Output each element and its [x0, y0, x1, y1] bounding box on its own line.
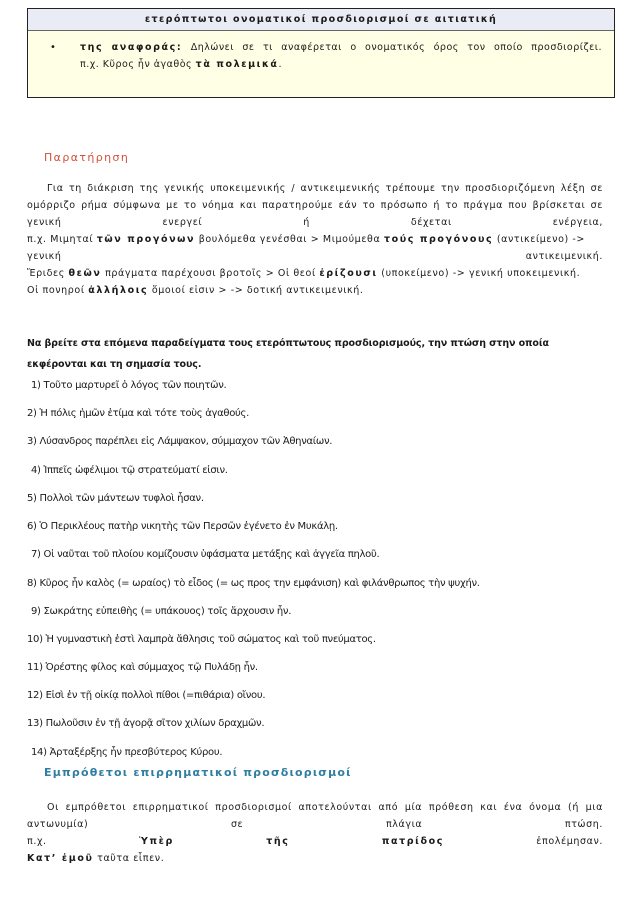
- exercise-item: 6) Ὁ Περικλέους πατὴρ νικητὴς τῶν Περσῶν ἐγένετο ἐν Μυκάλῃ.: [27, 521, 338, 532]
- box-title: ετερόπτωτοι ονοματικοί προσδιορισμοί σε αιτιατική: [28, 9, 614, 31]
- exercise-item: 4) Ἱππεῖς ὠφέλιμοι τῷ στρατεύματί εἰσιν.: [31, 465, 228, 476]
- box-word: της: [80, 42, 104, 53]
- exercise-item: 12) Εἰσὶ ἐν τῇ οἰκίᾳ πολλοὶ πίθοι (=πιθάρια) οἴνου.: [27, 690, 266, 701]
- exercise-item: 7) Οἱ ναῦται τοῦ πλοίου κομίζουσιν ὑφάσματα μετάξης καὶ ἀγγεῖα πηλοῦ.: [31, 549, 380, 560]
- note-line-2: ομόρριζο ρήμα σύμφωνα με το νόημα και παρατηρούμε εάν το πρόσωπο ή το πράγμα που βρίσκεται σε: [27, 200, 603, 211]
- note-text: πράγματα παρέχουσι βροτοῖς > Οἱ θεοί: [101, 268, 320, 279]
- adverbial-bold: πατρίδος: [381, 836, 444, 847]
- box-word: σε: [242, 42, 255, 53]
- note-text: Ἔριδες: [27, 268, 69, 279]
- adverbial-word: π.χ.: [27, 836, 47, 847]
- exercise-item: 3) Λύσανδρος παρέπλει εἰς Λάμψακον, σύμμαχον τῶν Ἀθηναίων.: [27, 436, 333, 447]
- adverbial-section-title: Εμπρόθετοι επιρρηματικοί προσδιορισμοί: [44, 766, 352, 779]
- adverbial-paragraph: [27, 799, 603, 867]
- note-text: π.χ. Μιμηταί: [27, 234, 97, 245]
- note-word: δέχεται: [410, 217, 452, 228]
- note-line-7: [27, 282, 603, 299]
- box-word: ο: [350, 42, 357, 53]
- note-line-6: [27, 265, 603, 282]
- adverbial-word: πλάγια: [385, 819, 423, 830]
- exercise-item: 5) Πολλοὶ τῶν μάντεων τυφλοὶ ἦσαν.: [27, 493, 204, 504]
- bullet-icon: •: [50, 42, 57, 53]
- note-title: Παρατήρηση: [44, 151, 130, 164]
- definition-box: [27, 8, 615, 98]
- box-word: αναφέρεται: [281, 42, 342, 53]
- exercise-item: 8) Κῦρος ἦν καλὸς (= ωραίος) τὸ εἶδος (= ως προς την εμφάνιση) καὶ φιλάνθρωπος τὴν ψυχήν.: [27, 578, 480, 589]
- exercise-item: 2) Ἡ πόλις ἡμῶν ἐτίμα καὶ τότε τοὺς ἀγαθούς.: [27, 408, 249, 419]
- exercise-item: 14) Ἀρταξέρξης ἦν πρεσβύτερος Κύρου.: [31, 747, 223, 758]
- note-bold: τῶν προγόνων: [96, 234, 196, 245]
- box-word: Δηλώνει: [190, 42, 234, 53]
- adverbial-line-2: [27, 816, 603, 833]
- note-text: βουλόμεθα γενέσθαι > Μιμούμεθα: [195, 234, 384, 245]
- adverbial-text: ταῦτα εἶπεν.: [93, 853, 165, 864]
- note-line-5: [27, 248, 603, 265]
- note-word: αντικειμενική.: [525, 251, 603, 262]
- note-paragraph: [27, 180, 603, 299]
- note-bold: θεῶν: [68, 268, 102, 279]
- adverbial-line-4: [27, 850, 603, 867]
- adverbial-line-3: [27, 833, 603, 850]
- exercise-item: 10) Ἡ γυμναστικὴ ἐστὶ λαμπρὰ ἄθλησις τοῦ σώματος καὶ τοῦ πνεύματος.: [27, 634, 376, 645]
- box-word: αναφοράς:: [111, 42, 183, 53]
- note-bold: ἐρίζουσι: [319, 268, 378, 279]
- box-word: τον: [467, 42, 486, 53]
- example-text: π.χ. Κῦρος ἦν ἀγαθὸς: [80, 59, 196, 70]
- exercise-item: 11) Ὀρέστης φίλος καὶ σύμμαχος τῷ Πυλάδῃ ἦν.: [27, 662, 258, 673]
- adverbial-word: σε: [230, 819, 244, 830]
- exercise-item: 1) Τοῦτο μαρτυρεῖ ὁ λόγος τῶν ποιητῶν.: [31, 380, 227, 391]
- note-word: γενική: [27, 217, 62, 228]
- note-word: ή: [303, 217, 310, 228]
- exercise-instruction: Να βρείτε στα επόμενα παραδείγματα τους ετερόπτωτους προσδιορισμούς, την πτώση στην οποία εκφέρονται και τη σημασία τους.: [27, 338, 549, 370]
- adverbial-word: πτώση.: [564, 819, 603, 830]
- note-word: γενική: [27, 251, 62, 262]
- note-text: ὅμοιοί εἰσιν > -> δοτική αντικειμενική.: [148, 285, 364, 296]
- box-word: ονοματικός: [365, 42, 426, 53]
- exercise-item: 9) Σωκράτης εὐπειθὴς (= υπάκουος) τοῖς ἄρχουσιν ἦν.: [31, 606, 292, 617]
- box-body: [28, 31, 614, 73]
- box-line-2: [80, 56, 602, 73]
- box-word: οποίο: [494, 42, 523, 53]
- note-line-3: [27, 214, 603, 231]
- box-word: όρος: [433, 42, 459, 53]
- adverbial-bold: Ὑπὲρ: [139, 836, 174, 847]
- box-word: τι: [262, 42, 273, 53]
- note-word: ενεργεί: [162, 217, 203, 228]
- adverbial-bold: τῆς: [266, 836, 290, 847]
- adverbial-word: αντωνυμία): [27, 819, 89, 830]
- note-text: (υποκείμενο) -> γενική υποκειμενική.: [377, 268, 581, 279]
- box-line-1: [80, 39, 602, 56]
- note-line-1: Για τη διάκριση της γενικής υποκειμενικής / αντικειμενικής τρέπουμε την προσδιοριζόμενη λέξη σε: [47, 183, 603, 194]
- example-end: .: [278, 59, 282, 70]
- note-word: ενέργεια,: [552, 217, 604, 228]
- note-text: Οἱ πονηροί: [27, 285, 89, 296]
- note-line-4: [27, 231, 603, 248]
- note-text: (αντικείμενο) ->: [493, 234, 585, 245]
- box-word: προσδιορίζει.: [531, 42, 602, 53]
- exercise-item: 13) Πωλοῦσιν ἐν τῇ ἀγορᾷ σῖτον χιλίων δραχμῶν.: [27, 718, 265, 729]
- example-bold: τὰ πολεμικά: [195, 59, 279, 70]
- adverbial-bold: Κατ’ ἐμοῦ: [27, 853, 94, 864]
- adverbial-word: ἐπολέμησαν.: [536, 836, 603, 847]
- note-bold: τούς προγόνους: [383, 234, 494, 245]
- note-bold: ἀλλήλοις: [88, 285, 149, 296]
- adverbial-line-1: Οι εμπρόθετοι επιρρηματικοί προσδιορισμοί αποτελούνται από μία πρόθεση και ένα όνομα (ή μια: [47, 802, 603, 813]
